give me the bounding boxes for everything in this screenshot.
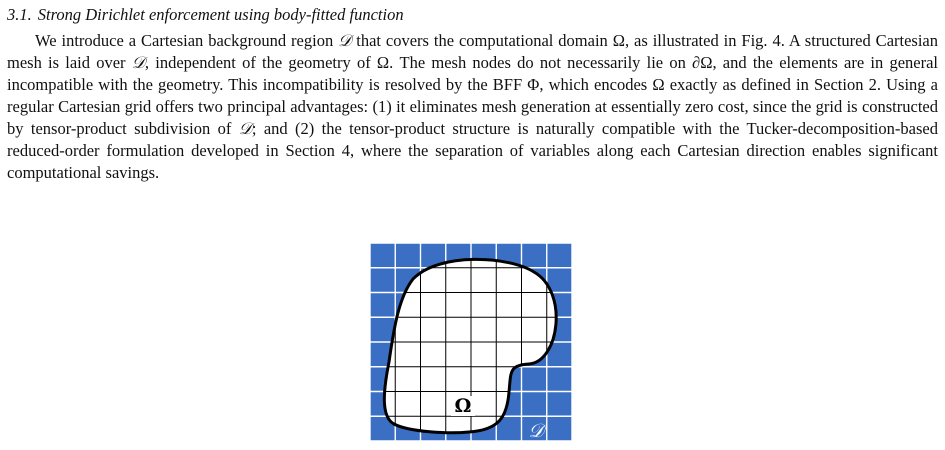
math-symbol-D: 𝒟 [238,119,252,138]
paragraph-text-2: that covers the computational domain Ω, as illustrated in Fig. 4. A structured Cartesian mesh is laid over [7,31,938,72]
section-title: Strong Dirichlet enforcement using body-fitted function [37,5,404,24]
math-symbol-D: 𝒟 [131,53,145,72]
paragraph-text-1: We introduce a Cartesian background region [35,31,339,50]
section-heading [7,4,938,26]
math-symbol-D: 𝒟 [338,31,352,50]
body-paragraph [7,30,938,184]
paragraph-text-3: , independent of the geometry of Ω. The mesh nodes do not necessarily lie on ∂Ω, and the elements are in general incompatible with the geometry. This incompatibility is resolved by the BFF Φ, which encodes Ω exactly as defined in Section 2. Using a regular Cartesian grid offers two principal advantages: (1) it eliminates mesh generation at essentially zero cost, since the grid is constructed by tensor-product subdivision of [7,53,938,138]
section-number: 3.1. [7,5,32,24]
paper-page [7,4,938,184]
d-label: 𝒟 [528,420,544,442]
paragraph-text-4: ; and (2) the tensor-product structure is naturally compatible with the Tucker-decomposition-based reduced-order formulation developed in Section 4, where the separation of variables along each Cartesian direction enables significant computational savings. [7,119,938,182]
figure-cartesian-domain [369,242,575,444]
omega-label: Ω [454,395,472,417]
figure-svg [369,242,575,444]
